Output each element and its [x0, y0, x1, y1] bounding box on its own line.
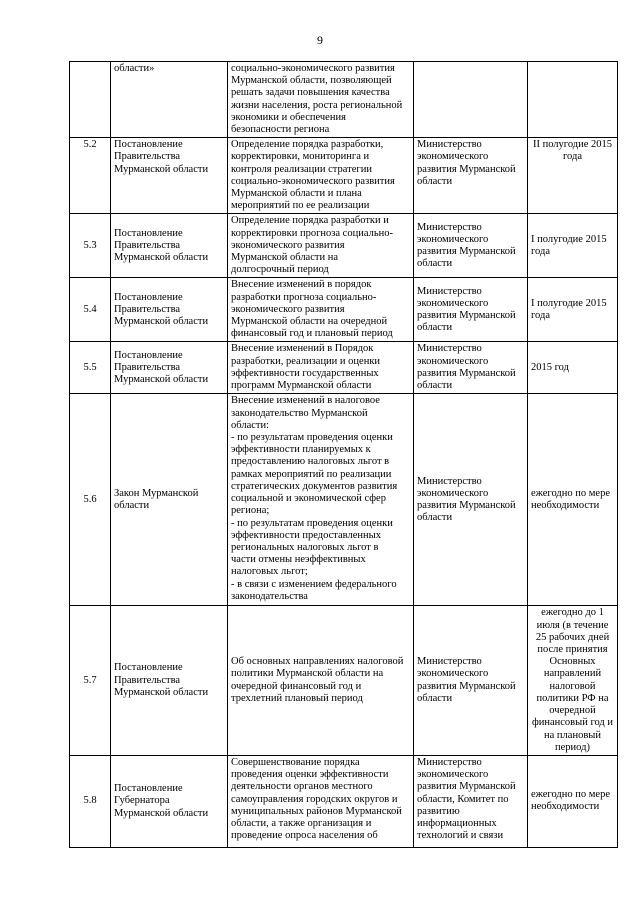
deadline: II полугодие 2015 года: [528, 138, 618, 214]
row-number: [70, 62, 111, 138]
plan-table: [69, 61, 618, 848]
page-number: 9: [317, 33, 323, 47]
row-number: 5.2: [70, 138, 111, 214]
deadline: ежегодно до 1 июля (в течение 25 рабочих дней после принятия Основных направлений налоговой политики РФ на очередной финансовый год и на плановый период): [528, 606, 618, 755]
responsible-executor: Министерство экономического развития Мурманской области: [414, 394, 528, 606]
document-type: Постановление Правительства Мурманской области: [111, 214, 228, 278]
document-content: Внесение изменений в Порядок разработки, реализации и оценки эффективности государственных программ Мурманской области: [228, 342, 414, 394]
responsible-executor: Министерство экономического развития Мурманской области: [414, 278, 528, 342]
table-row: [70, 606, 618, 755]
deadline: 2015 год: [528, 342, 618, 394]
responsible-executor: Министерство экономического развития Мурманской области: [414, 342, 528, 394]
document-content: Определение порядка разработки и корректировки прогноза социально- экономического развития Мурманской области на долгосрочный период: [228, 214, 414, 278]
document-content: Об основных направлениях налоговой политики Мурманской области на очередной финансовый год и трехлетний плановый период: [228, 606, 414, 755]
document-content: социально-экономического развития Мурманской области, позволяющей решать задачи повышения качества жизни населения, роста региональной экономики и обеспечения безопасности региона: [228, 62, 414, 138]
deadline: I полугодие 2015 года: [528, 278, 618, 342]
document-type: Постановление Правительства Мурманской области: [111, 606, 228, 755]
document-type: Постановление Правительства Мурманской области: [111, 278, 228, 342]
row-number: 5.8: [70, 755, 111, 847]
table-row: [70, 394, 618, 606]
responsible-executor: Министерство экономического развития Мурманской области, Комитет по развитию информационных технологий и связи: [414, 755, 528, 847]
row-number: 5.6: [70, 394, 111, 606]
document-type: Постановление Правительства Мурманской области: [111, 138, 228, 214]
responsible-executor: Министерство экономического развития Мурманской области: [414, 214, 528, 278]
row-number: 5.5: [70, 342, 111, 394]
deadline: I полугодие 2015 года: [528, 214, 618, 278]
deadline: ежегодно по мере необходимости: [528, 394, 618, 606]
table-row: [70, 214, 618, 278]
document-type: области»: [111, 62, 228, 138]
table-row: [70, 342, 618, 394]
responsible-executor: Министерство экономического развития Мурманской области: [414, 138, 528, 214]
deadline: [528, 62, 618, 138]
table-row: [70, 138, 618, 214]
row-number: 5.4: [70, 278, 111, 342]
document-type: Постановление Правительства Мурманской области: [111, 342, 228, 394]
document-content: Внесение изменений в порядок разработки прогноза социально- экономического развития Мурманской области на очередной финансовый год и плановый период: [228, 278, 414, 342]
row-number: 5.7: [70, 606, 111, 755]
document-type: Постановление Губернатора Мурманской области: [111, 755, 228, 847]
document-type: Закон Мурманской области: [111, 394, 228, 606]
deadline: ежегодно по мере необходимости: [528, 755, 618, 847]
document-content: Совершенствование порядка проведения оценки эффективности деятельности органов местного самоуправления городских округов и муниципальных районов Мурманской области, а также организация и проведение опроса населения об: [228, 755, 414, 847]
document-content: Внесение изменений в налоговое законодательство Мурманской области: - по результатам проведения оценки эффективности планируемых к предоставлению налоговых льгот в рамках мероприятий по реализации стратегических документов развития социальной и экономической сфер региона; - по результатам проведения оценки эффективности предоставленных региональных налоговых льгот в части отмены неэффективных налоговых льгот; - в связи с изменением федерального законодательства: [228, 394, 414, 606]
table-row: [70, 62, 618, 138]
table-row: [70, 755, 618, 847]
table-row: [70, 278, 618, 342]
responsible-executor: Министерство экономического развития Мурманской области: [414, 606, 528, 755]
document-content: Определение порядка разработки, корректировки, мониторинга и контроля реализации стратегии социально-экономического развития Мурманской области и плана мероприятий по ее реализации: [228, 138, 414, 214]
row-number: 5.3: [70, 214, 111, 278]
responsible-executor: [414, 62, 528, 138]
